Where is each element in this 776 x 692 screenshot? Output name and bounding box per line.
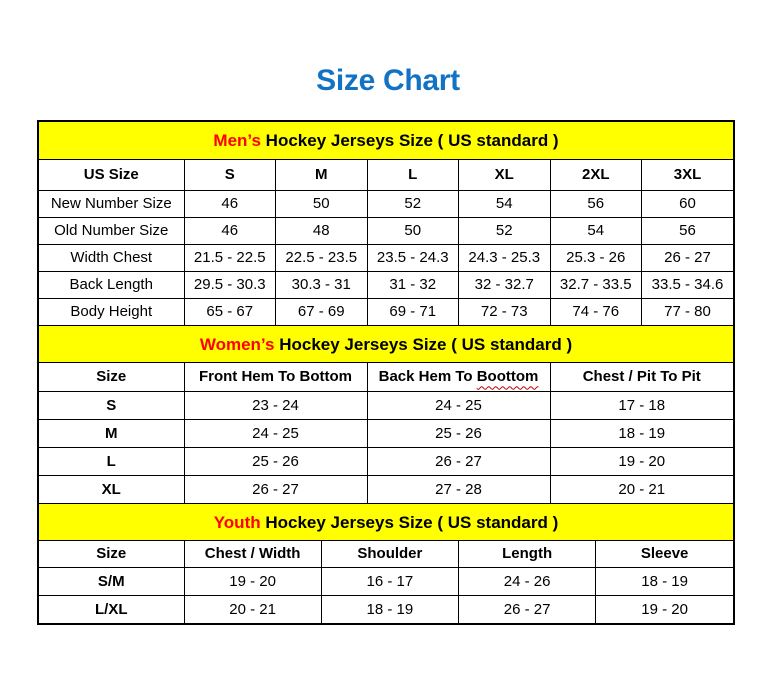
table-cell: 50: [276, 190, 368, 217]
womens-row-l: [39, 447, 733, 475]
table-cell: 30.3 - 31: [276, 271, 368, 298]
mens-col-l: L: [367, 160, 459, 190]
table-cell: 19 - 20: [596, 595, 733, 623]
table-cell: 22.5 - 23.5: [276, 244, 368, 271]
table-cell: 74 - 76: [550, 298, 642, 325]
table-cell: 69 - 71: [367, 298, 459, 325]
youth-col-sleeve: Sleeve: [596, 541, 733, 567]
table-cell: 19 - 20: [550, 447, 733, 475]
youth-banner-text: Hockey Jerseys Size ( US standard ): [260, 513, 559, 532]
row-label: Body Height: [39, 298, 184, 325]
table-cell: 27 - 28: [367, 475, 550, 503]
table-cell: 16 - 17: [321, 567, 458, 595]
back-hem-label-part: Back Hem To: [378, 368, 477, 386]
table-cell: 67 - 69: [276, 298, 368, 325]
row-label: S: [39, 391, 184, 419]
table-cell: 48: [276, 217, 368, 244]
row-label: Width Chest: [39, 244, 184, 271]
table-cell: 25 - 26: [184, 447, 367, 475]
row-label: XL: [39, 475, 184, 503]
womens-table-banner: [39, 325, 733, 363]
womens-banner-text: Hockey Jerseys Size ( US standard ): [274, 335, 573, 354]
back-hem-misspelled-word: Boottom: [476, 368, 539, 386]
table-cell: 21.5 - 22.5: [184, 244, 276, 271]
table-cell: 18 - 19: [596, 567, 733, 595]
row-label: S/M: [39, 567, 184, 595]
mens-header-row: [39, 160, 733, 190]
table-cell: 26 - 27: [642, 244, 734, 271]
table-cell: 24 - 26: [459, 567, 596, 595]
womens-header-row: [39, 363, 733, 391]
mens-col-3xl: 3XL: [642, 160, 734, 190]
womens-row-xl: [39, 475, 733, 503]
table-cell: 20 - 21: [550, 475, 733, 503]
mens-table-banner: [39, 122, 733, 160]
youth-size-table: [39, 541, 733, 623]
youth-banner-highlight: Youth: [213, 513, 261, 532]
youth-col-chest-width: Chest / Width: [184, 541, 321, 567]
womens-banner-highlight: Women’s: [199, 335, 275, 354]
table-cell: 20 - 21: [184, 595, 321, 623]
mens-col-2xl: 2XL: [550, 160, 642, 190]
size-chart-box: [37, 120, 735, 625]
mens-banner-text: Hockey Jerseys Size ( US standard ): [260, 131, 559, 150]
table-cell: 24 - 25: [367, 391, 550, 419]
row-label: New Number Size: [39, 190, 184, 217]
youth-col-size: Size: [39, 541, 184, 567]
table-cell: 18 - 19: [550, 419, 733, 447]
youth-col-length: Length: [459, 541, 596, 567]
womens-col-chest-pit: Chest / Pit To Pit: [550, 363, 733, 391]
table-cell: 26 - 27: [367, 447, 550, 475]
table-cell: 54: [459, 190, 551, 217]
table-cell: 29.5 - 30.3: [184, 271, 276, 298]
row-label: Old Number Size: [39, 217, 184, 244]
table-cell: 26 - 27: [459, 595, 596, 623]
table-cell: 32 - 32.7: [459, 271, 551, 298]
table-cell: 25 - 26: [367, 419, 550, 447]
womens-col-front-hem: Front Hem To Bottom: [184, 363, 367, 391]
mens-row-width-chest: [39, 244, 733, 271]
table-cell: 24 - 25: [184, 419, 367, 447]
mens-row-new-number-size: [39, 190, 733, 217]
table-cell: 65 - 67: [184, 298, 276, 325]
mens-col-us-size: US Size: [39, 160, 184, 190]
table-cell: 56: [642, 217, 734, 244]
mens-size-table: [39, 160, 733, 325]
mens-row-body-height: [39, 298, 733, 325]
table-cell: 46: [184, 217, 276, 244]
table-cell: 56: [550, 190, 642, 217]
table-cell: 60: [642, 190, 734, 217]
table-cell: 23 - 24: [184, 391, 367, 419]
table-cell: 52: [367, 190, 459, 217]
womens-col-size: Size: [39, 363, 184, 391]
womens-size-table: [39, 363, 733, 503]
womens-col-back-hem: [367, 363, 550, 391]
mens-col-s: S: [184, 160, 276, 190]
row-label: Back Length: [39, 271, 184, 298]
table-cell: 32.7 - 33.5: [550, 271, 642, 298]
table-cell: 52: [459, 217, 551, 244]
table-cell: 25.3 - 26: [550, 244, 642, 271]
table-cell: 17 - 18: [550, 391, 733, 419]
row-label: L/XL: [39, 595, 184, 623]
youth-header-row: [39, 541, 733, 567]
youth-table-banner: [39, 503, 733, 541]
table-cell: 24.3 - 25.3: [459, 244, 551, 271]
mens-col-m: M: [276, 160, 368, 190]
page-title: Size Chart: [316, 64, 460, 97]
table-cell: 31 - 32: [367, 271, 459, 298]
table-cell: 33.5 - 34.6: [642, 271, 734, 298]
womens-row-s: [39, 391, 733, 419]
row-label: L: [39, 447, 184, 475]
mens-row-back-length: [39, 271, 733, 298]
mens-row-old-number-size: [39, 217, 733, 244]
table-cell: 26 - 27: [184, 475, 367, 503]
womens-row-m: [39, 419, 733, 447]
table-cell: 18 - 19: [321, 595, 458, 623]
table-cell: 46: [184, 190, 276, 217]
mens-col-xl: XL: [459, 160, 551, 190]
table-cell: 19 - 20: [184, 567, 321, 595]
youth-row-lxl: [39, 595, 733, 623]
table-cell: 54: [550, 217, 642, 244]
youth-row-sm: [39, 567, 733, 595]
row-label: M: [39, 419, 184, 447]
table-cell: 23.5 - 24.3: [367, 244, 459, 271]
table-cell: 77 - 80: [642, 298, 734, 325]
mens-banner-highlight: Men’s: [213, 131, 261, 150]
youth-col-shoulder: Shoulder: [321, 541, 458, 567]
table-cell: 72 - 73: [459, 298, 551, 325]
table-cell: 50: [367, 217, 459, 244]
